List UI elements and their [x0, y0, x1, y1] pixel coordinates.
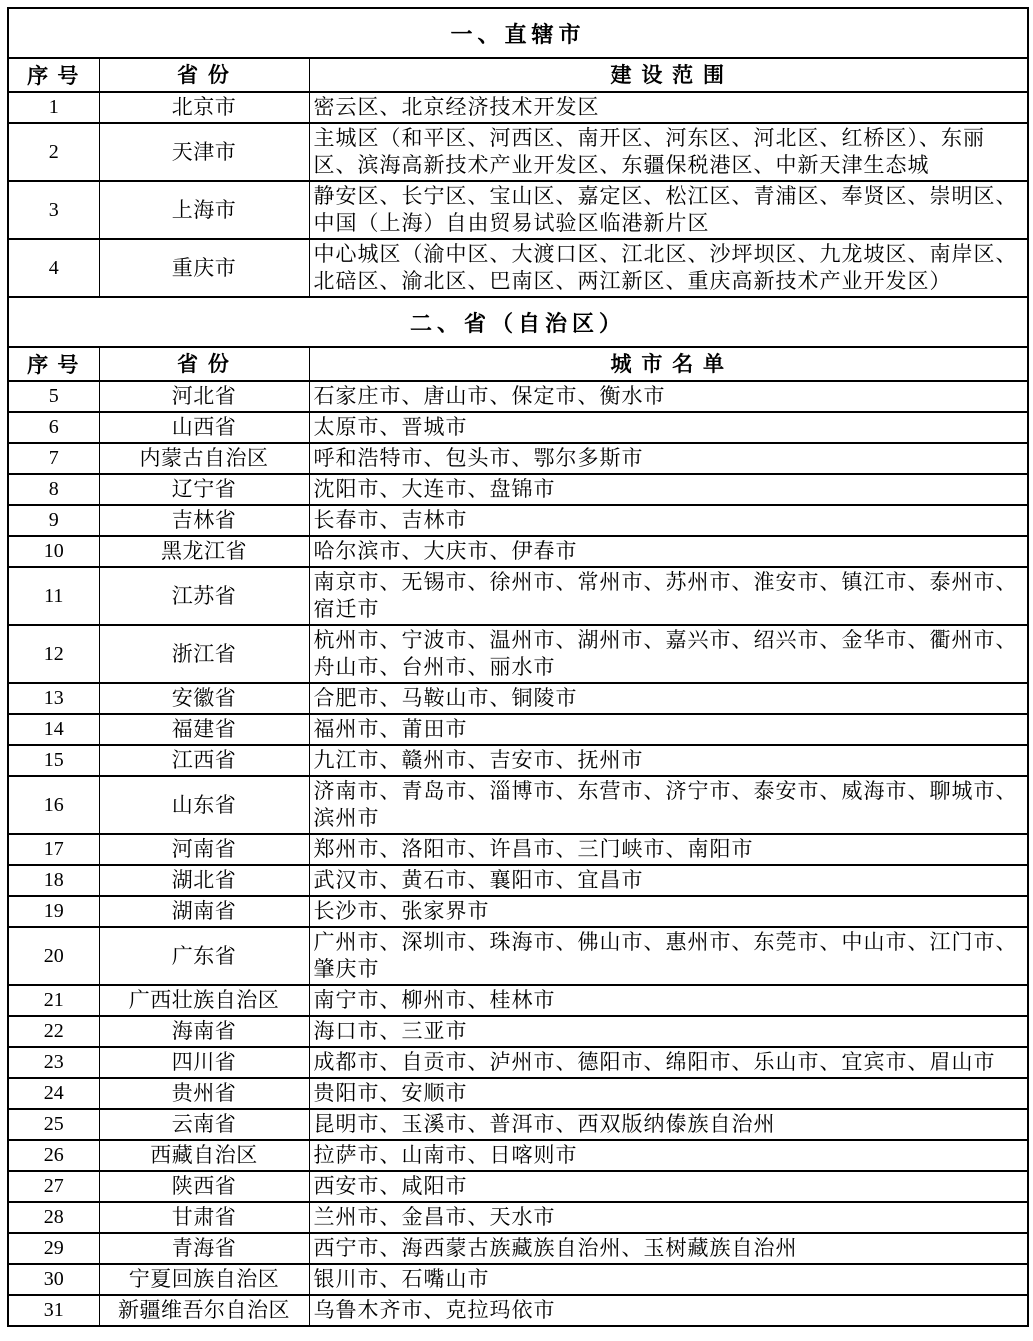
- table-row: [8, 927, 1028, 985]
- province-name: 天津市: [99, 123, 309, 181]
- province-name: 湖南省: [99, 896, 309, 927]
- column-header-row: [8, 58, 1028, 92]
- row-number: 12: [8, 625, 99, 683]
- row-number: 30: [8, 1264, 99, 1295]
- city-list: 乌鲁木齐市、克拉玛依市: [309, 1295, 1028, 1326]
- column-header: 建 设 范 围: [309, 58, 1028, 92]
- city-list: 西宁市、海西蒙古族藏族自治州、玉树藏族自治州: [309, 1233, 1028, 1264]
- city-list: 广州市、深圳市、珠海市、佛山市、惠州市、东莞市、中山市、江门市、肇庆市: [309, 927, 1028, 985]
- province-name: 内蒙古自治区: [99, 443, 309, 474]
- row-number: 19: [8, 896, 99, 927]
- province-name: 山东省: [99, 776, 309, 834]
- column-header: 省 份: [99, 58, 309, 92]
- city-list: 南京市、无锡市、徐州市、常州市、苏州市、淮安市、镇江市、泰州市、宿迁市: [309, 567, 1028, 625]
- city-list: 石家庄市、唐山市、保定市、衡水市: [309, 381, 1028, 412]
- province-name: 辽宁省: [99, 474, 309, 505]
- province-name: 河南省: [99, 834, 309, 865]
- section-title-row: [8, 297, 1028, 347]
- province-name: 重庆市: [99, 239, 309, 297]
- row-number: 8: [8, 474, 99, 505]
- row-number: 3: [8, 181, 99, 239]
- city-list: 西安市、咸阳市: [309, 1171, 1028, 1202]
- city-list: 九江市、赣州市、吉安市、抚州市: [309, 745, 1028, 776]
- city-list: 济南市、青岛市、淄博市、东营市、济宁市、泰安市、威海市、聊城市、滨州市: [309, 776, 1028, 834]
- table-row: [8, 1264, 1028, 1295]
- city-list: 主城区（和平区、河西区、南开区、河东区、河北区、红桥区）、东丽区、滨海高新技术产业开发区、东疆保税港区、中新天津生态城: [309, 123, 1028, 181]
- city-list: 长春市、吉林市: [309, 505, 1028, 536]
- table-row: [8, 443, 1028, 474]
- table-row: [8, 567, 1028, 625]
- city-list: 福州市、莆田市: [309, 714, 1028, 745]
- table-row: [8, 745, 1028, 776]
- province-name: 安徽省: [99, 683, 309, 714]
- city-list: 成都市、自贡市、泸州市、德阳市、绵阳市、乐山市、宜宾市、眉山市: [309, 1047, 1028, 1078]
- row-number: 21: [8, 985, 99, 1016]
- city-list: 太原市、晋城市: [309, 412, 1028, 443]
- city-list: 合肥市、马鞍山市、铜陵市: [309, 683, 1028, 714]
- row-number: 11: [8, 567, 99, 625]
- section-title-row: [8, 8, 1028, 58]
- province-city-table: [7, 7, 1029, 1327]
- column-header-row: [8, 347, 1028, 381]
- table-row: [8, 1047, 1028, 1078]
- city-list: 呼和浩特市、包头市、鄂尔多斯市: [309, 443, 1028, 474]
- table-row: [8, 683, 1028, 714]
- table-row: [8, 834, 1028, 865]
- province-name: 新疆维吾尔自治区: [99, 1295, 309, 1326]
- province-name: 江西省: [99, 745, 309, 776]
- table-row: [8, 1140, 1028, 1171]
- column-header: 省 份: [99, 347, 309, 381]
- city-list: 郑州市、洛阳市、许昌市、三门峡市、南阳市: [309, 834, 1028, 865]
- section-title: 一、直辖市: [8, 8, 1028, 58]
- row-number: 14: [8, 714, 99, 745]
- row-number: 28: [8, 1202, 99, 1233]
- table-row: [8, 505, 1028, 536]
- row-number: 6: [8, 412, 99, 443]
- province-name: 西藏自治区: [99, 1140, 309, 1171]
- province-name: 甘肃省: [99, 1202, 309, 1233]
- province-name: 四川省: [99, 1047, 309, 1078]
- province-name: 贵州省: [99, 1078, 309, 1109]
- table-row: [8, 896, 1028, 927]
- province-name: 宁夏回族自治区: [99, 1264, 309, 1295]
- table-row: [8, 1171, 1028, 1202]
- row-number: 2: [8, 123, 99, 181]
- city-list: 昆明市、玉溪市、普洱市、西双版纳傣族自治州: [309, 1109, 1028, 1140]
- row-number: 20: [8, 927, 99, 985]
- table-row: [8, 412, 1028, 443]
- city-list: 武汉市、黄石市、襄阳市、宜昌市: [309, 865, 1028, 896]
- row-number: 15: [8, 745, 99, 776]
- city-list: 拉萨市、山南市、日喀则市: [309, 1140, 1028, 1171]
- province-name: 广东省: [99, 927, 309, 985]
- city-list: 静安区、长宁区、宝山区、嘉定区、松江区、青浦区、奉贤区、崇明区、中国（上海）自由贸易试验区临港新片区: [309, 181, 1028, 239]
- province-name: 陕西省: [99, 1171, 309, 1202]
- row-number: 26: [8, 1140, 99, 1171]
- table-row: [8, 1016, 1028, 1047]
- row-number: 29: [8, 1233, 99, 1264]
- table-row: [8, 1295, 1028, 1326]
- row-number: 17: [8, 834, 99, 865]
- row-number: 13: [8, 683, 99, 714]
- table-row: [8, 92, 1028, 123]
- row-number: 5: [8, 381, 99, 412]
- row-number: 9: [8, 505, 99, 536]
- row-number: 1: [8, 92, 99, 123]
- row-number: 31: [8, 1295, 99, 1326]
- table-row: [8, 776, 1028, 834]
- city-list: 银川市、石嘴山市: [309, 1264, 1028, 1295]
- row-number: 25: [8, 1109, 99, 1140]
- province-name: 云南省: [99, 1109, 309, 1140]
- table-row: [8, 536, 1028, 567]
- table-row: [8, 985, 1028, 1016]
- province-name: 黑龙江省: [99, 536, 309, 567]
- row-number: 7: [8, 443, 99, 474]
- city-list: 海口市、三亚市: [309, 1016, 1028, 1047]
- row-number: 18: [8, 865, 99, 896]
- table-row: [8, 865, 1028, 896]
- province-name: 吉林省: [99, 505, 309, 536]
- table-row: [8, 1233, 1028, 1264]
- table-body: [8, 8, 1028, 1326]
- table-row: [8, 181, 1028, 239]
- table-row: [8, 1109, 1028, 1140]
- row-number: 4: [8, 239, 99, 297]
- row-number: 23: [8, 1047, 99, 1078]
- province-name: 江苏省: [99, 567, 309, 625]
- province-name: 山西省: [99, 412, 309, 443]
- city-list: 南宁市、柳州市、桂林市: [309, 985, 1028, 1016]
- city-list: 贵阳市、安顺市: [309, 1078, 1028, 1109]
- province-name: 青海省: [99, 1233, 309, 1264]
- province-name: 河北省: [99, 381, 309, 412]
- column-header: 序 号: [8, 58, 99, 92]
- city-list: 杭州市、宁波市、温州市、湖州市、嘉兴市、绍兴市、金华市、衢州市、舟山市、台州市、丽水市: [309, 625, 1028, 683]
- province-name: 浙江省: [99, 625, 309, 683]
- row-number: 22: [8, 1016, 99, 1047]
- province-name: 广西壮族自治区: [99, 985, 309, 1016]
- table-row: [8, 123, 1028, 181]
- province-name: 福建省: [99, 714, 309, 745]
- province-name: 海南省: [99, 1016, 309, 1047]
- city-list: 兰州市、金昌市、天水市: [309, 1202, 1028, 1233]
- province-name: 上海市: [99, 181, 309, 239]
- row-number: 16: [8, 776, 99, 834]
- table-row: [8, 714, 1028, 745]
- row-number: 24: [8, 1078, 99, 1109]
- table-row: [8, 239, 1028, 297]
- table-row: [8, 625, 1028, 683]
- city-list: 密云区、北京经济技术开发区: [309, 92, 1028, 123]
- row-number: 27: [8, 1171, 99, 1202]
- table-row: [8, 1078, 1028, 1109]
- city-list: 沈阳市、大连市、盘锦市: [309, 474, 1028, 505]
- section-title: 二、省（自治区）: [8, 297, 1028, 347]
- province-name: 湖北省: [99, 865, 309, 896]
- column-header: 序 号: [8, 347, 99, 381]
- city-list: 中心城区（渝中区、大渡口区、江北区、沙坪坝区、九龙坡区、南岸区、北碚区、渝北区、巴南区、两江新区、重庆高新技术产业开发区）: [309, 239, 1028, 297]
- province-name: 北京市: [99, 92, 309, 123]
- table-row: [8, 381, 1028, 412]
- city-list: 长沙市、张家界市: [309, 896, 1028, 927]
- column-header: 城 市 名 单: [309, 347, 1028, 381]
- table-row: [8, 1202, 1028, 1233]
- table-row: [8, 474, 1028, 505]
- row-number: 10: [8, 536, 99, 567]
- city-list: 哈尔滨市、大庆市、伊春市: [309, 536, 1028, 567]
